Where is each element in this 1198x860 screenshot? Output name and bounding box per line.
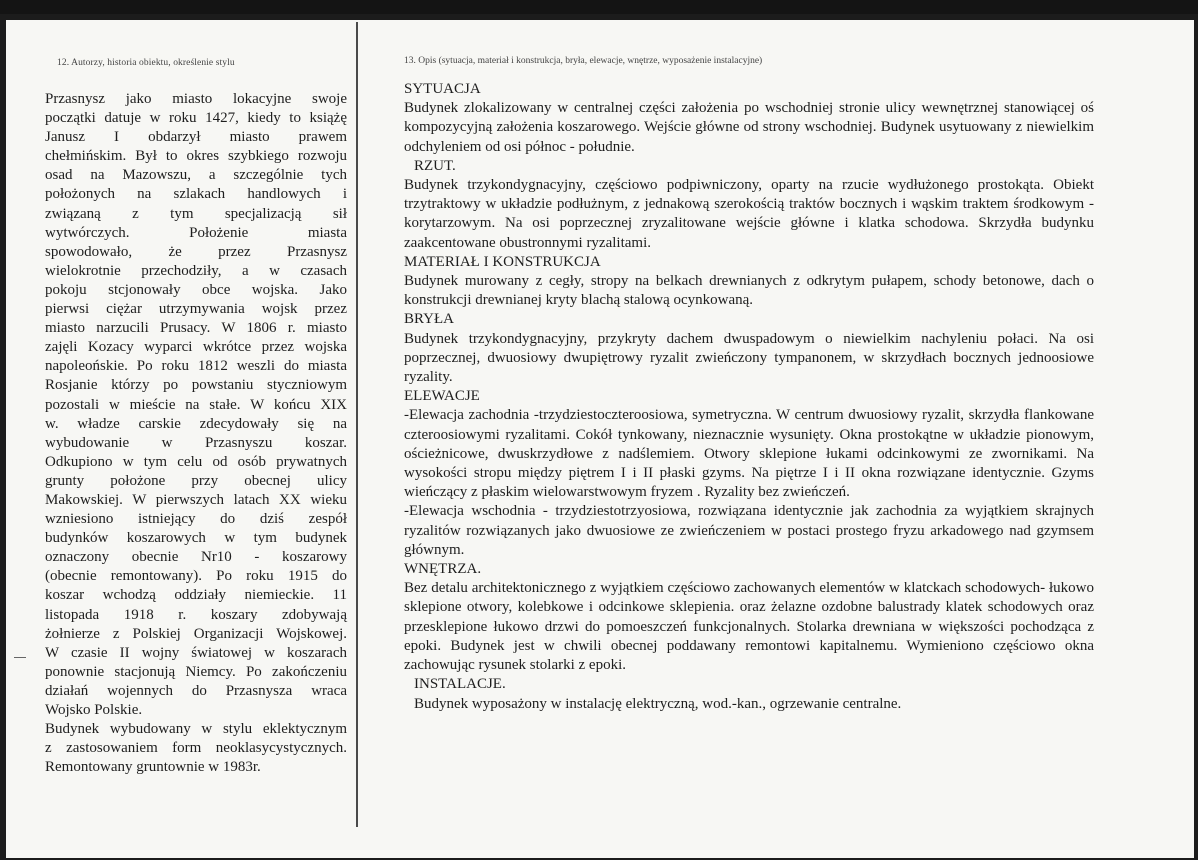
text-line: grunty położone przy obecnej ulicy	[45, 472, 347, 489]
text-line: Janusz I obdarzył miasto prawem	[45, 129, 347, 146]
text-line: pokoju stcjonowały obce wojska. Jako	[45, 281, 347, 298]
text-line: początki datuje w roku 1427, kiedy to książę	[45, 110, 347, 127]
text-line: napoleońskie. Po roku 1812 weszli do miasta	[45, 358, 347, 375]
text-line: osad na Mazowszu, a szczególnie tych	[45, 167, 347, 184]
paragraph-elewacja-zachodnia: -Elewacja zachodnia -trzydziestoczteroosiowa, symetryczna. W centrum dwuosiowy ryzalit, skrzydła flankowane czteroosiowymi ryzalitami. Cokół tynkowany, nieznacznie wysunięty. Okna prostokątne w układzie pionowym, ościeżnicowe, dwuskrzydłowe z nadślemiem. Otwory sklepione łukami odcinkowymi ze zwornikami. Na wysokości stropu między piętrem I i II płaski gzyms. Na piętrze I i II okna rozwiązane identycznie. Gzyms wieńczący z płaskim wielowarstwowym fryzem . Ryzality bez zwieńczeń.	[404, 407, 1094, 501]
text-line: działań wojennych do Przasnysza wraca	[45, 682, 347, 699]
text-line: miasto narzucili Prusacy. W 1806 r. miasto	[45, 320, 347, 337]
left-column	[45, 58, 347, 777]
heading-wnetrza: WNĘTRZA.	[404, 561, 482, 578]
paragraph-elewacja-wschodnia: -Elewacja wschodnia - trzydziestotrzyosiowa, rozwiązana identycznie jak zachodnia za wyjątkiem skrajnych ryzalitów rozwiązanych jako dwuosiowe ze zwieńczeniem w postaci prostego fryzu arkadowego nad gzymsem głównym.	[404, 503, 1094, 558]
text-line: W czasie II wojny światowej w koszarach	[45, 644, 347, 661]
heading-elewacje: ELEWACJE	[404, 388, 480, 405]
text-line: Przasnysz jako miasto lokacyjne swoje	[45, 91, 347, 107]
history-text	[45, 90, 347, 777]
text-line: żołnierze z Polskiej Organizacji Wojskowej.	[45, 625, 347, 642]
text-line: pierwsi ciężar utrzymywania wojsk przez	[45, 301, 347, 318]
text-line: (obecnie remontowany). Po roku 1915 do	[45, 568, 347, 585]
text-line: Rosjanie którzy po powstaniu styczniowym	[45, 377, 347, 394]
text-line: oznaczony obecnie Nr10 - koszarowy	[45, 549, 347, 566]
heading-material: MATERIAŁ I KONSTRUKCJA	[404, 253, 601, 270]
text-line: wielokrotnie przechodziły, a w czasach	[45, 262, 347, 279]
text-line: wybudowanie w Przasnyszu koszar.	[45, 434, 347, 451]
text-line: koszar wchodzą oddziały niemieckie. 11	[45, 587, 347, 604]
paragraph-material: Budynek murowany z cegły, stropy na belkach drewnianych z odkrytym pułapem, schody betonowe, dach o konstrukcji drewnianej kryty blachą stalową ocynkowaną.	[404, 273, 1094, 309]
text-line: położonych na szlakach handlowych i	[45, 186, 347, 203]
text-line: w. władze carskie zdecydowały się na	[45, 415, 347, 432]
text-line: spowodowało, że przez Przasnysz	[45, 243, 347, 260]
text-line: Wojsko Polskie.	[45, 702, 143, 718]
heading-bryla: BRYŁA	[404, 311, 455, 328]
paragraph-wnetrza: Bez detalu architektonicznego z wyjątkiem częściowo zachowanych elementów w klatckach schodowych- łukowo sklepione otwory, kolebkowe i odcinkowe sklepienia. oraz żelazne ozdobne balustrady klatek schodowych oraz przesklepione łukowo drzwi do pomoeszczeń funkcjonalnych. Stolarka drewniana w większości pochodząca z epoki. Budynek jest w chwili obecnej poddawany remontowi kapitalnemu. Wymieniono częściowo okna zachowując rysunek stolarki z epoki.	[404, 580, 1094, 674]
text-line: ponownie stacjonują Niemcy. Po zakończeniu	[45, 663, 347, 680]
heading-instalacje: INSTALACJE.	[414, 676, 506, 693]
text-line: Odkupiono w tym celu od osób prywatnych	[45, 453, 347, 470]
heading-sytuacja: SYTUACJA	[404, 81, 481, 97]
text-line: chełmińskim. Był to okres szybkiego rozwoju	[45, 148, 347, 165]
paragraph-sytuacja: Budynek zlokalizowany w centralnej części założenia po wschodniej stronie ulicy wewnętrznej stanowiącej oś kompozycyjną założenia koszarowego. Wejście główne od strony wschodniej. Budynek usytuowany z niewielkim odchyleniem od osi północ - południe.	[404, 100, 1094, 155]
text-line: pozostali w mieście na stałe. W końcu XIX	[45, 396, 347, 413]
text-line: związaną z tym specjalizacją sił	[45, 205, 347, 222]
text-line: zajęli Kozacy wyparci wkrótce przez wojska	[45, 339, 347, 356]
text-line: Makowskiej. W pierwszych latach XX wieku	[45, 491, 347, 508]
text-line: listopada 1918 r. koszary zdobywają	[45, 606, 347, 623]
right-column	[404, 56, 1094, 714]
description-text	[404, 80, 1094, 714]
paragraph-instalacje: Budynek wyposażony w instalację elektryczną, wod.-kan., ogrzewanie centralne.	[414, 695, 902, 712]
paragraph-rzut: Budynek trzykondygnacyjny, częściowo podpiwniczony, oparty na rzucie wydłużonego prostokąta. Obiekt trzytraktowy w układzie podłużnym, z jednakową szerokością traktów bocznych i wąskim traktem środkowym - korytarzowym. Na osi poprzecznej zryzalitowane wejście główne i klatka schodowa. Skrzydła budynku zaakcentowane obustronnymi ryzalitami.	[404, 177, 1094, 251]
text-line: z zastosowaniem form neoklasycystycznych.	[45, 740, 347, 757]
section-12-header: 12. Autorzy, historia obiektu, określenie stylu	[57, 58, 235, 68]
text-line: Budynek wybudowany w stylu eklektycznym	[45, 721, 347, 738]
text-line: wytwórczych. Położenie miasta	[45, 224, 347, 241]
margin-mark	[14, 657, 26, 658]
section-13-header: 13. Opis (sytuacja, materiał i konstrukcja, bryła, elewacje, wnętrze, wyposażenie instalacyjne)	[404, 56, 763, 66]
paragraph-bryla: Budynek trzykondygnacyjny, przykryty dachem dwuspadowym o niewielkim nachyleniu połaci. Na osi poprzecznej, dwuosiowy dwupiętrowy ryzalit zwieńczony tympanonem, w skrzydłach bocznych jednoosiowe ryzality.	[404, 330, 1094, 386]
column-divider	[356, 22, 358, 827]
text-line: Remontowany gruntownie w 1983r.	[45, 759, 261, 776]
text-line: budynków koszarowych w tym budynek	[45, 530, 347, 547]
scan-top-edge	[0, 0, 1198, 14]
heading-rzut: RZUT.	[414, 157, 456, 174]
text-line: wzniesiono istniejący do dziś zespół	[45, 511, 347, 528]
